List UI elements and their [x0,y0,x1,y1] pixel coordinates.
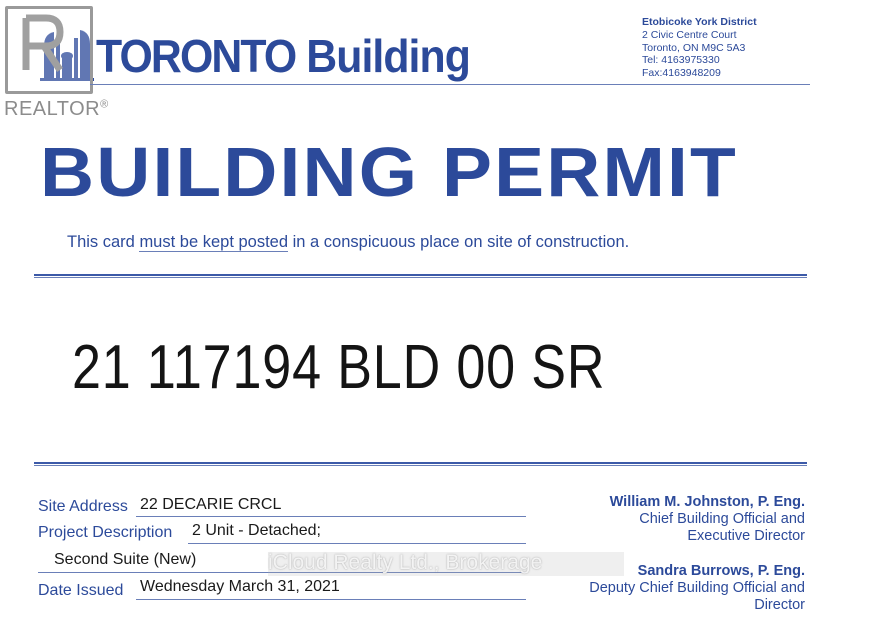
site-address-value: 22 DECARIE CRCL [140,496,282,513]
logo-part1: TORONTO [96,30,296,82]
signatory-name: Sandra Burrows, P. Eng. [637,563,805,579]
date-issued-value: Wednesday March 31, 2021 [140,578,340,595]
signatory-title: Deputy Chief Building Official and [589,580,805,596]
notice-underlined: must be kept posted [139,233,289,251]
signatory-title: Executive Director [687,528,805,544]
toronto-building-logo-text [96,26,470,86]
signatory-name: William M. Johnston, P. Eng. [609,494,805,510]
district-address-block [642,16,757,80]
brokerage-watermark: iCloud Realty Ltd., Brokerage [268,551,543,574]
permit-number: 21 117194 BLD 00 SR [72,333,606,402]
posting-notice: This card must be kept posted in a conspicuous place on site of construction. [67,233,630,251]
district-phone: Tel: 4163975330 [642,54,720,67]
signatory-title: Director [754,597,805,613]
divider-bottom [34,462,807,466]
divider-top [34,274,807,278]
district-name: Etobicoke York District [642,16,757,28]
header-divider [90,84,810,85]
site-address-underline [136,516,526,517]
district-fax: Fax:4163948209 [642,67,721,80]
project-description-underline [188,543,526,544]
project-description-value-line2: Second Suite (New) [54,551,197,568]
date-issued-label: Date Issued [38,582,124,599]
project-description-label: Project Description [38,524,173,541]
district-address-line: 2 Civic Centre Court [642,28,737,41]
signatory-chief [610,494,805,545]
page-title: BUILDING PERMIT [40,133,738,211]
realtor-wordmark: REALTOR® [4,98,109,120]
signatory-title: Chief Building Official and [639,511,805,527]
site-address-label: Site Address [38,498,128,515]
realtor-r-icon [22,14,66,74]
date-issued-underline [136,599,526,600]
project-description-value: 2 Unit - Detached; [192,522,321,539]
district-city-line: Toronto, ON M9C 5A3 [642,41,746,54]
logo-part2: Building [295,30,470,82]
